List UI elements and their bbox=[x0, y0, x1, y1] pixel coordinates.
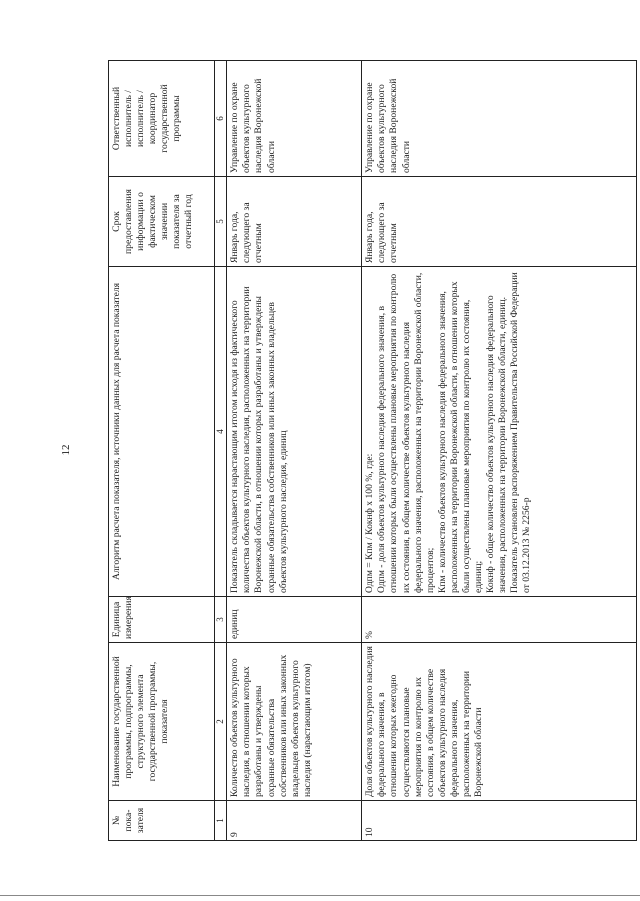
calculation-algorithm bbox=[362, 267, 637, 597]
header-responsible: Ответственный исполнитель / исполнитель / координатор государственной программы bbox=[109, 61, 215, 177]
unit-of-measure: % bbox=[362, 597, 637, 643]
rotated-page bbox=[108, 61, 637, 841]
algorithm-paragraph: Показатель складывается нарастающим итогом исходя из фактического количества объектов культурного наследия, расположенных на территории Воронежской области, в отношении которых разработаны и утверждены охранные обязательства собственников или иных законных владельцев объектов культурного наследия, единиц bbox=[229, 286, 289, 593]
column-number-row bbox=[215, 61, 227, 841]
algorithm-paragraph: Кпм - количество объектов культурного наследия федерального значения, расположенных на территории Воронежской области, в отношении которых были осуществлены плановые мероприятия по контролю их состояния, единиц; bbox=[436, 281, 485, 593]
page-bottom-edge bbox=[0, 895, 640, 896]
page-number: 12 bbox=[60, 444, 72, 456]
responsible-executor: Управление по охране объектов культурного наследия Воронежской области bbox=[227, 61, 362, 177]
reporting-deadline: Январь года, следующего за отчетным bbox=[362, 177, 637, 267]
algorithm-formula: Одпм = Кпм / Кокнф х 100 %, где: bbox=[364, 453, 376, 593]
calculation-algorithm bbox=[227, 267, 362, 597]
table-row bbox=[362, 61, 637, 841]
header-program-name: Наименование государственной программы, подпрограммы, структурного элемента государственной программы, показателя bbox=[109, 643, 215, 801]
row-number: 9 bbox=[227, 801, 362, 841]
column-number: 5 bbox=[215, 177, 227, 267]
algorithm-paragraph: Показатель установлен распоряжением Правительства Российской Федерации от 03.12.2013 № 2256-р bbox=[509, 272, 533, 593]
indicator-table bbox=[108, 60, 637, 841]
unit-of-measure: единиц bbox=[227, 597, 362, 643]
row-number: 10 bbox=[362, 801, 637, 841]
column-number: 1 bbox=[215, 801, 227, 841]
column-number: 4 bbox=[215, 267, 227, 597]
responsible-executor: Управление по охране объектов культурного наследия Воронежской области bbox=[362, 61, 637, 177]
header-unit: Единица измерения bbox=[109, 597, 215, 643]
column-number: 6 bbox=[215, 61, 227, 177]
column-number: 3 bbox=[215, 597, 227, 643]
indicator-name: Количество объектов культурного наследия, в отношении которых разработаны и утверждены охранные обязательства собственников или иных законных владельцев объектов культурного наследия (нарастающим итогом) bbox=[227, 643, 362, 801]
reporting-deadline: Январь года, следующего за отчетным bbox=[227, 177, 362, 267]
algorithm-paragraph: Одпм - доля объектов культурного наследия федерального значения, в отношении которых были осуществлены плановые мероприятия по контролю их состояния, в общем количестве объектов культурного наследия федерального значения, расположенных на территории Воронежской области, процентов; bbox=[376, 272, 436, 593]
header-algorithm: Алгоритм расчета показателя, источники данных для расчета показателя bbox=[109, 267, 215, 597]
table-row bbox=[227, 61, 362, 841]
header-row bbox=[109, 61, 215, 841]
column-number: 2 bbox=[215, 643, 227, 801]
header-deadline: Срок предоставления информации о фактическом значении показателя за отчетный год bbox=[109, 177, 215, 267]
algorithm-paragraph: Кокнф - общее количество объектов культурного наследия федерального значения, расположенных на территории Воронежской области, единиц. bbox=[485, 295, 509, 593]
header-indicator-number: № пока- зателя bbox=[109, 801, 215, 841]
indicator-name: Доля объектов культурного наследия федерального значения, в отношении которых ежегодно осуществляются плановые мероприятия по контролю их состояния, в общем количестве объектов культурного наследия федерального значения, расположенных на территории Воронежской области bbox=[362, 643, 637, 801]
